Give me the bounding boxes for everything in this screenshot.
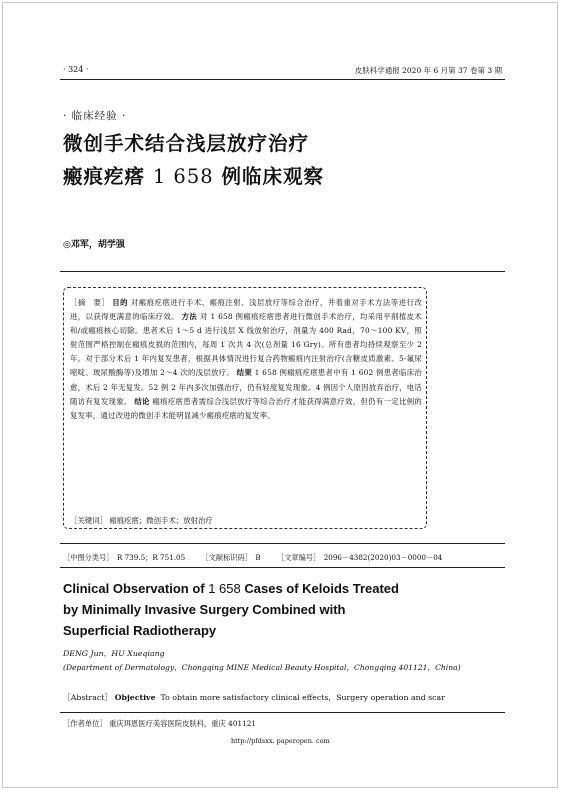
authors-cn: ◎邓军，胡学强 [63, 240, 125, 250]
conclusion-label: 结论 [134, 396, 150, 406]
header-rule [60, 79, 505, 80]
method-label: 方法 [181, 312, 198, 322]
abstract-label: ［摘 要］ [70, 298, 110, 307]
result-text: 1 658 例瘢痕疙瘩患者中有 1 602 例患者临床治愈，术后 2 年无复发。52 例 2 年内多次加强治疗，仍有轻度复发现象。4 例因个人原因放弃治疗，电话随访有复发现象。 [70, 368, 422, 406]
objective-text: 对瘢痕疙瘩进行手术、瘢痕注射、浅层放疗等综合治疗，并着重对手术方法等进行改进，以获得更满意的临床疗效。 [70, 298, 422, 322]
objective-label: 目的 [112, 298, 128, 307]
article-number: ［文章编号］ 2096－4382(2020)03－0000－04 [277, 553, 443, 562]
title-cn-line1: 微创手术结合浅层放疗治疗 [63, 132, 310, 155]
title-en-line1: Clinical Observation of 1 658 Cases of Keloids Treated [63, 581, 399, 596]
keywords-label: ［关键词］ [70, 516, 107, 525]
page-number: · 324 · [63, 65, 89, 74]
abstract-en-objective-label: Objective [114, 693, 156, 702]
section-label: · 临床经验 · [63, 110, 127, 122]
footer-url: http://pfdsxx. paperopen. com [231, 737, 330, 745]
keywords-value: 瘢痕疙瘩；微创手术；放射治疗 [109, 516, 213, 525]
meta-rule-bottom [60, 567, 505, 568]
clc-number: ［中图分类号］ R 739.5；R 751.05 [63, 553, 186, 562]
footer-rule [60, 712, 505, 713]
work-unit-label: ［作者单位］ [63, 719, 107, 728]
document-code: ［文献标识码］ B [201, 553, 261, 562]
journal-header: 皮肤科学通报 2020 年 6 月第 37 卷第 3 期 [354, 66, 502, 75]
authors-en: DENG Jun，HU Xueqiang [63, 649, 165, 658]
meta-line [63, 553, 456, 563]
keywords [70, 515, 213, 526]
title-en-line3: Superficial Radiotherapy [63, 623, 217, 638]
result-label: 结果 [236, 368, 253, 378]
title-en-line2: by Minimally Invasive Surgery Combined with [63, 602, 346, 617]
title-cn-line2: 瘢痕疙瘩 1 658 例临床观察 [63, 165, 324, 188]
abstract-en-label: ［Abstract］ [63, 693, 113, 702]
abstract-en [63, 692, 445, 703]
abstract-en-text: To obtain more satisfactory clinical effects，Surgery operation and scar [160, 693, 445, 702]
abstract-cn [70, 296, 422, 423]
method-text: 对 1 658 例瘢痕疙瘩患者进行微创手术治疗，均采用平削植皮术和/或瘢痕核心切除。患者术后 1～5 d 进行浅层 X 线放射治疗，剂量为 400 Rad，70～100 KV，照射范围严格控制在瘢痕皮损的范围内，每周 1 次共 4 次(总剂量 16 Gry)。所有患者均持续观察至少 2 年。对于部分术后 1 年内复发患者，根据具体情况进行复合药物瘢痕内注射治疗(含糖皮质激素、5-氟尿嘧啶、玻尿酸酶等)及增加 2～4 次的浅层放疗。 [70, 312, 423, 378]
affiliation-en: (Department of Dermatology，Chongqing MINE Medical Beauty Hospital，Chongqing 401121，China) [63, 663, 461, 672]
conclusion-text: 瘢痕疙瘩患者需综合浅层放疗等综合治疗才能获得满意疗效，但仍有一定比例的复发率，通过改进的微创手术能明显减少瘢痕疙瘩的复发率。 [70, 396, 422, 420]
authors-rule [60, 271, 505, 272]
work-unit [63, 719, 256, 729]
work-unit-value: 重庆珥恩医疗美容医院皮肤科，重庆 401121 [109, 719, 257, 728]
title-en [63, 578, 503, 641]
title-cn-number: 1 658 [152, 165, 214, 188]
meta-rule [60, 543, 505, 544]
